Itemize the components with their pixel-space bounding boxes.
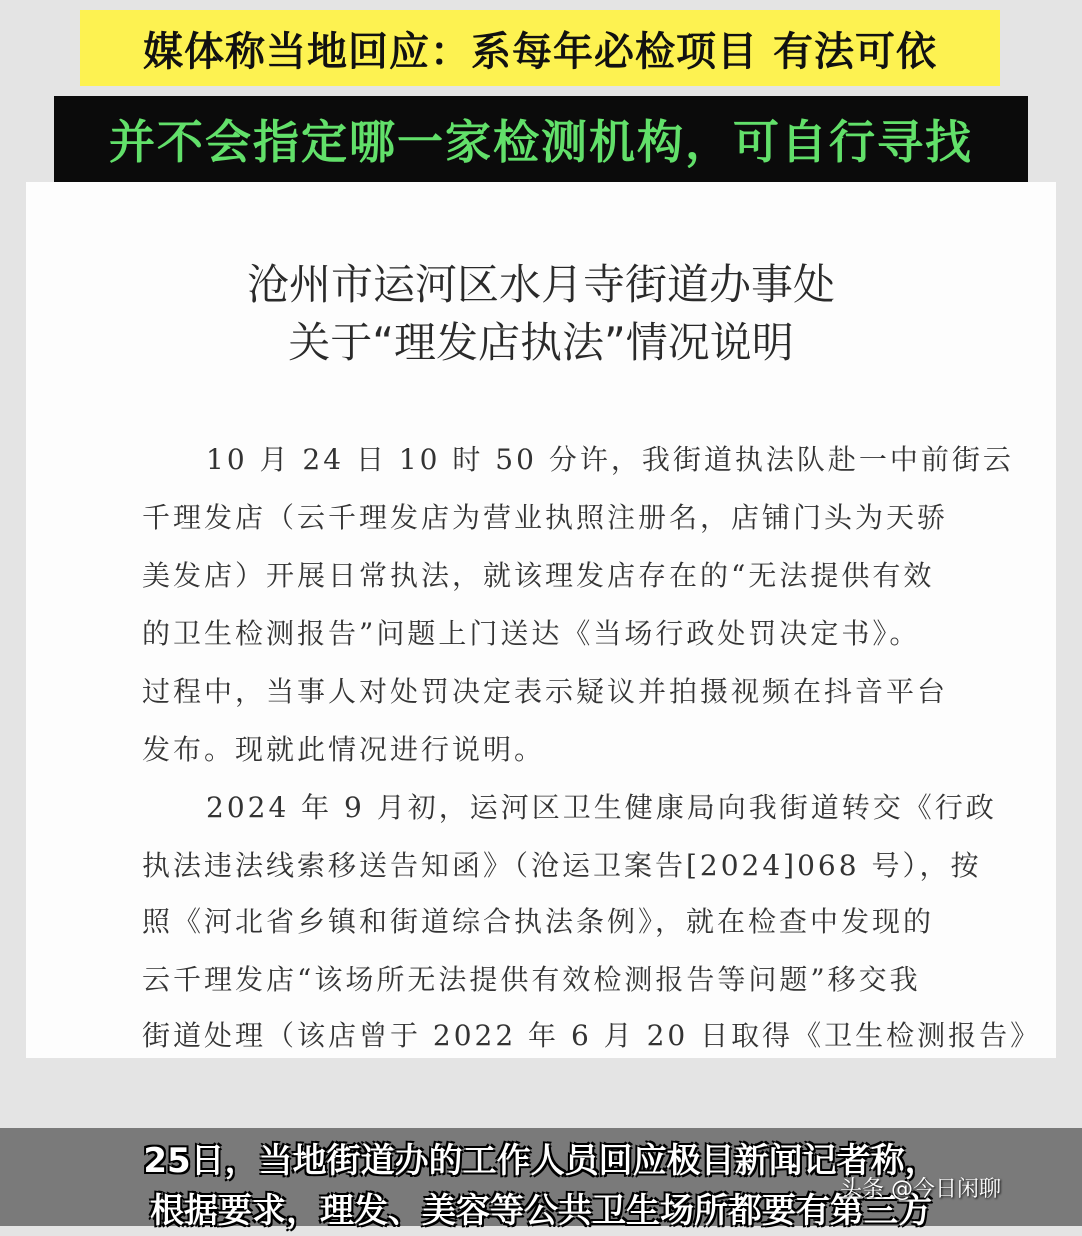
document-line: 千理发店（云千理发店为营业执照注册名，店铺门头为天骄 <box>142 501 949 534</box>
document-title-line1: 沧州市运河区水月寺街道办事处 <box>246 260 835 309</box>
document-line: 云千理发店“该场所无法提供有效检测报告等问题”移交我 <box>142 963 921 996</box>
document-line: 执法违法线索移送告知函》（沧运卫案告[2024]068 号），按 <box>142 849 982 882</box>
watermark-text: 头条 @今日闲聊 <box>840 1177 1001 1202</box>
document-line: 街道处理（该店曾于 2022 年 6 月 20 日取得《卫生检测报告》 <box>142 1019 1042 1052</box>
document-title-line2: 关于“理发店执法”情况说明 <box>288 318 794 367</box>
document-line: 美发店）开展日常执法，就该理发店存在的“无法提供有效 <box>142 559 935 592</box>
document-line: 照《河北省乡镇和街道综合执法条例》，就在检查中发现的 <box>142 905 935 938</box>
document-line: 的卫生检测报告”问题上门送达《当场行政处罚决定书》。 <box>142 617 921 650</box>
document-line: 2024 年 9 月初，运河区卫生健康局向我街道转交《行政 <box>206 791 997 824</box>
headline-banner-yellow: 媒体称当地回应：系每年必检项目 有法可依 <box>80 10 1000 86</box>
headline-banner-black: 并不会指定哪一家检测机构，可自行寻找 <box>54 96 1028 182</box>
document-page <box>26 182 1056 1058</box>
document-line: 发布。现就此情况进行说明。 <box>142 733 546 766</box>
document-line: 10 月 24 日 10 时 50 分许，我街道执法队赴一中前街云 <box>206 443 1014 476</box>
subtitle-line2: 根据要求，理发、美容等公共卫生场所都要有第三方 <box>150 1191 932 1231</box>
document-line: 过程中，当事人对处罚决定表示疑议并拍摄视频在抖音平台 <box>142 675 949 708</box>
subtitle-line1: 25日，当地街道办的工作人员回应极目新闻记者称， <box>143 1141 939 1181</box>
